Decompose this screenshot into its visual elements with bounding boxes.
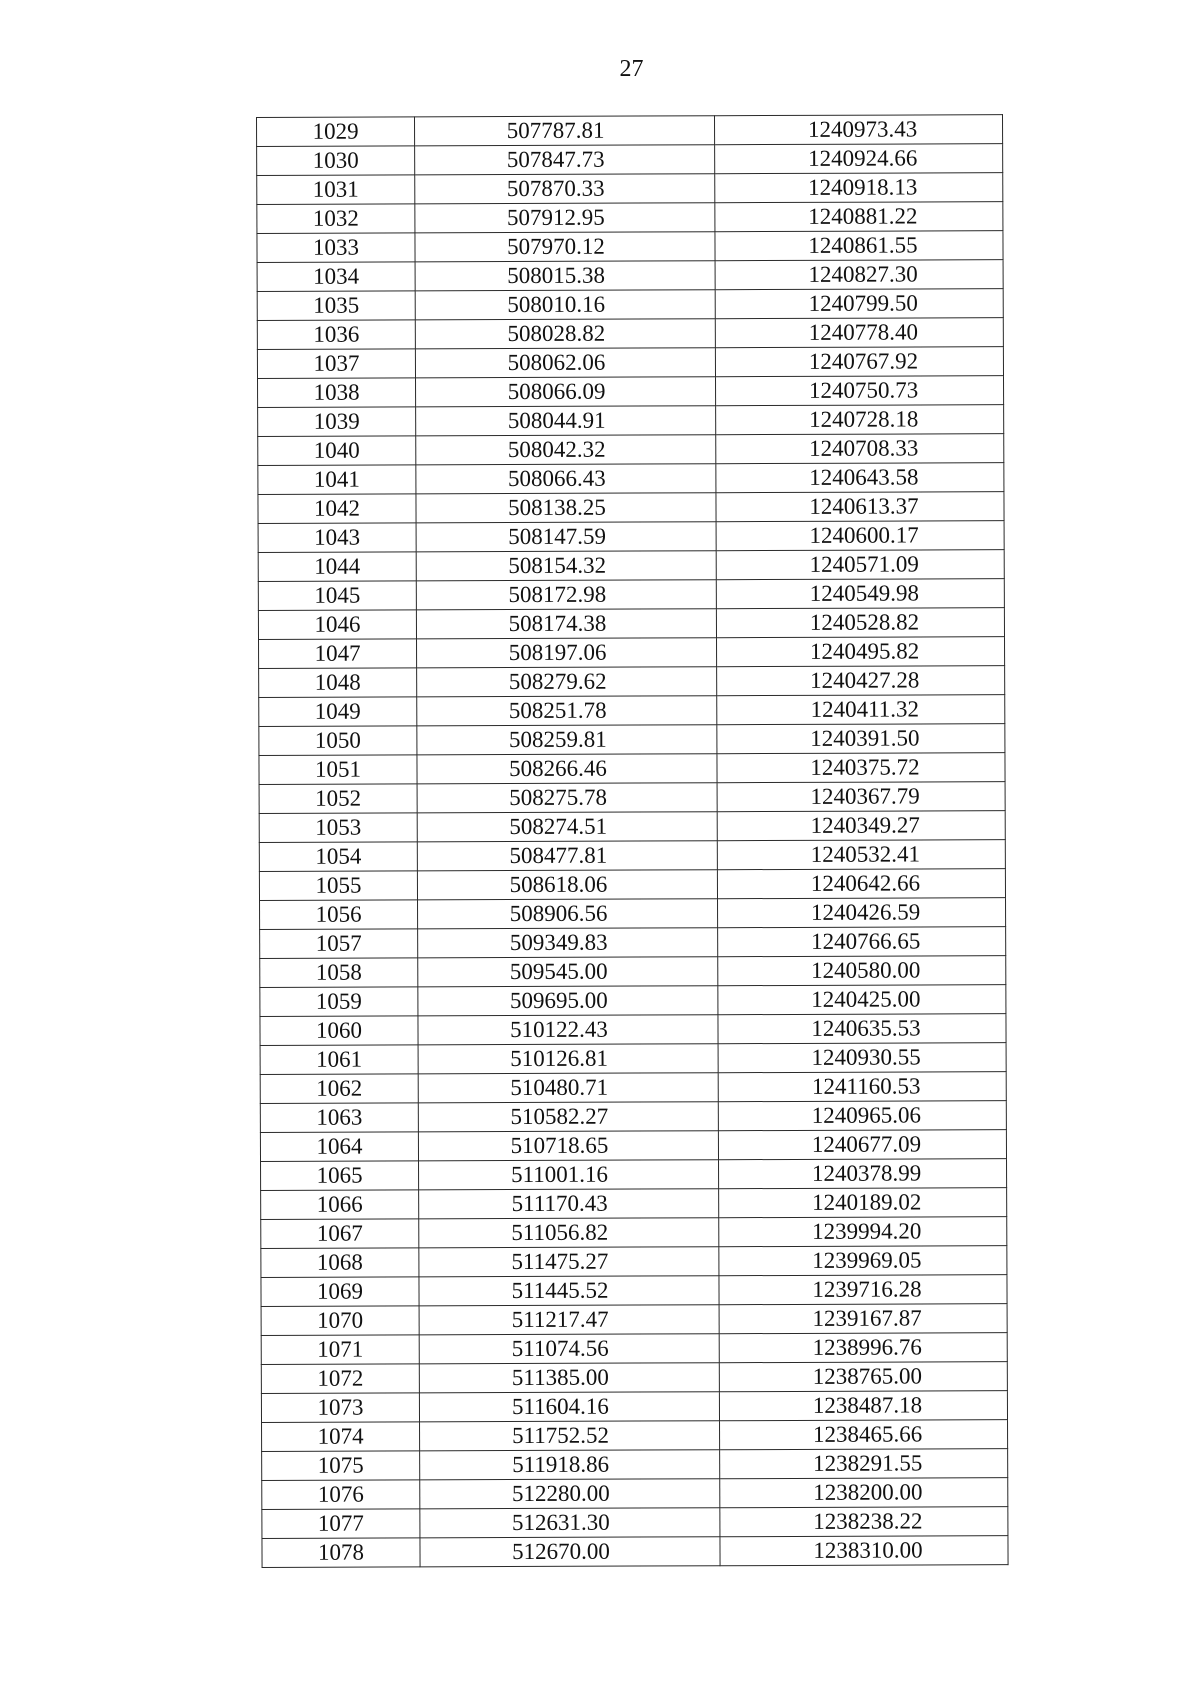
table-row <box>257 260 1003 292</box>
table-row <box>262 1449 1008 1481</box>
y-coordinate-cell: 1240427.28 <box>717 666 1005 696</box>
x-coordinate-cell: 511385.00 <box>419 1363 719 1393</box>
y-coordinate-cell: 1238765.00 <box>719 1362 1007 1392</box>
y-coordinate-cell: 1240375.72 <box>717 753 1005 783</box>
y-coordinate-cell: 1240426.59 <box>718 898 1006 928</box>
x-coordinate-cell: 508266.46 <box>417 754 717 784</box>
table-row <box>257 144 1003 176</box>
page-number: 27 <box>619 56 644 82</box>
x-coordinate-cell: 507870.33 <box>415 174 715 204</box>
x-coordinate-cell: 511170.43 <box>419 1189 719 1219</box>
table-row <box>258 405 1004 437</box>
point-number-cell: 1060 <box>260 1016 418 1046</box>
y-coordinate-cell: 1238291.55 <box>720 1449 1008 1479</box>
point-number-cell: 1073 <box>261 1393 419 1423</box>
y-coordinate-cell: 1241160.53 <box>718 1072 1006 1102</box>
point-number-cell: 1077 <box>262 1509 420 1539</box>
x-coordinate-cell: 508044.91 <box>416 406 716 436</box>
point-number-cell: 1038 <box>258 378 416 408</box>
y-coordinate-cell: 1240728.18 <box>716 405 1004 435</box>
y-coordinate-cell: 1240349.27 <box>717 811 1005 841</box>
x-coordinate-cell: 508259.81 <box>417 725 717 755</box>
x-coordinate-cell: 510480.71 <box>418 1073 718 1103</box>
point-number-cell: 1034 <box>257 262 415 292</box>
y-coordinate-cell: 1240189.02 <box>719 1188 1007 1218</box>
x-coordinate-cell: 508066.43 <box>416 464 716 494</box>
x-coordinate-cell: 508138.25 <box>416 493 716 523</box>
x-coordinate-cell: 511056.82 <box>419 1218 719 1248</box>
y-coordinate-cell: 1240965.06 <box>718 1101 1006 1131</box>
point-number-cell: 1051 <box>259 755 417 785</box>
point-number-cell: 1032 <box>257 204 415 234</box>
point-number-cell: 1050 <box>259 726 417 756</box>
point-number-cell: 1066 <box>261 1190 419 1220</box>
y-coordinate-cell: 1238238.22 <box>720 1507 1008 1537</box>
point-number-cell: 1065 <box>261 1161 419 1191</box>
x-coordinate-cell: 511445.52 <box>419 1276 719 1306</box>
x-coordinate-cell: 511752.52 <box>420 1421 720 1451</box>
y-coordinate-cell: 1240600.17 <box>716 521 1004 551</box>
point-number-cell: 1031 <box>257 175 415 205</box>
x-coordinate-cell: 511475.27 <box>419 1247 719 1277</box>
y-coordinate-cell: 1239994.20 <box>719 1217 1007 1247</box>
x-coordinate-cell: 508172.98 <box>416 580 716 610</box>
table-row <box>259 695 1005 727</box>
table-row <box>260 1101 1006 1133</box>
x-coordinate-cell: 508042.32 <box>416 435 716 465</box>
point-number-cell: 1063 <box>260 1103 418 1133</box>
table-row <box>261 1188 1007 1220</box>
table-row <box>261 1362 1007 1394</box>
point-number-cell: 1048 <box>259 668 417 698</box>
point-number-cell: 1037 <box>257 349 415 379</box>
table-row <box>258 521 1004 553</box>
x-coordinate-cell: 508154.32 <box>416 551 716 581</box>
x-coordinate-cell: 509695.00 <box>418 986 718 1016</box>
x-coordinate-cell: 508906.56 <box>418 899 718 929</box>
table-row <box>261 1246 1007 1278</box>
y-coordinate-cell: 1240532.41 <box>717 840 1005 870</box>
y-coordinate-cell: 1240766.65 <box>718 927 1006 957</box>
coordinates-table-body <box>257 115 1009 1568</box>
y-coordinate-cell: 1240642.66 <box>717 869 1005 899</box>
x-coordinate-cell: 508010.16 <box>415 290 715 320</box>
point-number-cell: 1072 <box>261 1364 419 1394</box>
y-coordinate-cell: 1240799.50 <box>715 289 1003 319</box>
point-number-cell: 1035 <box>257 291 415 321</box>
y-coordinate-cell: 1240635.53 <box>718 1014 1006 1044</box>
point-number-cell: 1069 <box>261 1277 419 1307</box>
table-row <box>259 811 1005 843</box>
x-coordinate-cell: 507847.73 <box>415 145 715 175</box>
x-coordinate-cell: 512280.00 <box>420 1479 720 1509</box>
point-number-cell: 1054 <box>259 842 417 872</box>
table-row <box>262 1478 1008 1510</box>
point-number-cell: 1043 <box>258 523 416 553</box>
table-row <box>257 289 1003 321</box>
x-coordinate-cell: 511217.47 <box>419 1305 719 1335</box>
table-row <box>258 579 1004 611</box>
point-number-cell: 1047 <box>259 639 417 669</box>
x-coordinate-cell: 511001.16 <box>419 1160 719 1190</box>
point-number-cell: 1029 <box>257 117 415 147</box>
point-number-cell: 1074 <box>262 1422 420 1452</box>
y-coordinate-cell: 1240881.22 <box>715 202 1003 232</box>
point-number-cell: 1067 <box>261 1219 419 1249</box>
table-row <box>258 492 1004 524</box>
y-coordinate-cell: 1240425.00 <box>718 985 1006 1015</box>
y-coordinate-cell: 1238465.66 <box>720 1420 1008 1450</box>
y-coordinate-cell: 1240495.82 <box>717 637 1005 667</box>
table-row <box>260 956 1006 988</box>
y-coordinate-cell: 1240708.33 <box>716 434 1004 464</box>
point-number-cell: 1046 <box>258 610 416 640</box>
table-row <box>260 898 1006 930</box>
table-row <box>261 1333 1007 1365</box>
y-coordinate-cell: 1239969.05 <box>719 1246 1007 1276</box>
y-coordinate-cell: 1240528.82 <box>716 608 1004 638</box>
x-coordinate-cell: 508618.06 <box>417 870 717 900</box>
x-coordinate-cell: 511604.16 <box>419 1392 719 1422</box>
point-number-cell: 1040 <box>258 436 416 466</box>
y-coordinate-cell: 1240367.79 <box>717 782 1005 812</box>
table-row <box>262 1507 1008 1539</box>
y-coordinate-cell: 1239716.28 <box>719 1275 1007 1305</box>
y-coordinate-cell: 1240378.99 <box>719 1159 1007 1189</box>
table-row <box>259 782 1005 814</box>
x-coordinate-cell: 508477.81 <box>417 841 717 871</box>
y-coordinate-cell: 1238996.76 <box>719 1333 1007 1363</box>
table-row <box>261 1159 1007 1191</box>
point-number-cell: 1062 <box>260 1074 418 1104</box>
point-number-cell: 1059 <box>260 987 418 1017</box>
table-row <box>259 840 1005 872</box>
table-row <box>261 1217 1007 1249</box>
x-coordinate-cell: 508197.06 <box>417 638 717 668</box>
point-number-cell: 1061 <box>260 1045 418 1075</box>
x-coordinate-cell: 508147.59 <box>416 522 716 552</box>
table-row <box>257 115 1003 147</box>
table-row <box>257 202 1003 234</box>
table-row <box>260 1014 1006 1046</box>
x-coordinate-cell: 508251.78 <box>417 696 717 726</box>
table-row <box>258 434 1004 466</box>
point-number-cell: 1071 <box>261 1335 419 1365</box>
x-coordinate-cell: 508028.82 <box>415 319 715 349</box>
x-coordinate-cell: 511918.86 <box>420 1450 720 1480</box>
table-row <box>261 1275 1007 1307</box>
y-coordinate-cell: 1240571.09 <box>716 550 1004 580</box>
table-row <box>259 753 1005 785</box>
x-coordinate-cell: 507912.95 <box>415 203 715 233</box>
table-row <box>258 550 1004 582</box>
x-coordinate-cell: 508279.62 <box>417 667 717 697</box>
y-coordinate-cell: 1240677.09 <box>718 1130 1006 1160</box>
x-coordinate-cell: 510122.43 <box>418 1015 718 1045</box>
x-coordinate-cell: 508174.38 <box>416 609 716 639</box>
x-coordinate-cell: 508275.78 <box>417 783 717 813</box>
y-coordinate-cell: 1240391.50 <box>717 724 1005 754</box>
coordinates-table <box>256 114 1009 1568</box>
y-coordinate-cell: 1240411.32 <box>717 695 1005 725</box>
x-coordinate-cell: 508274.51 <box>417 812 717 842</box>
point-number-cell: 1055 <box>259 871 417 901</box>
y-coordinate-cell: 1240767.92 <box>715 347 1003 377</box>
table-row <box>258 376 1004 408</box>
x-coordinate-cell: 508015.38 <box>415 261 715 291</box>
table-row <box>261 1304 1007 1336</box>
point-number-cell: 1049 <box>259 697 417 727</box>
y-coordinate-cell: 1240778.40 <box>715 318 1003 348</box>
y-coordinate-cell: 1239167.87 <box>719 1304 1007 1334</box>
y-coordinate-cell: 1240827.30 <box>715 260 1003 290</box>
table-row <box>259 666 1005 698</box>
table-row <box>260 985 1006 1017</box>
table-row <box>260 1043 1006 1075</box>
y-coordinate-cell: 1240549.98 <box>716 579 1004 609</box>
x-coordinate-cell: 507970.12 <box>415 232 715 262</box>
point-number-cell: 1056 <box>260 900 418 930</box>
y-coordinate-cell: 1240973.43 <box>714 115 1002 145</box>
x-coordinate-cell: 507787.81 <box>415 116 715 146</box>
point-number-cell: 1044 <box>258 552 416 582</box>
table-row <box>258 463 1004 495</box>
table-row <box>259 637 1005 669</box>
table-row <box>260 927 1006 959</box>
point-number-cell: 1064 <box>260 1132 418 1162</box>
y-coordinate-cell: 1240930.55 <box>718 1043 1006 1073</box>
y-coordinate-cell: 1238200.00 <box>720 1478 1008 1508</box>
x-coordinate-cell: 510582.27 <box>418 1102 718 1132</box>
y-coordinate-cell: 1240918.13 <box>715 173 1003 203</box>
y-coordinate-cell: 1240580.00 <box>718 956 1006 986</box>
point-number-cell: 1057 <box>260 929 418 959</box>
point-number-cell: 1076 <box>262 1480 420 1510</box>
point-number-cell: 1039 <box>258 407 416 437</box>
point-number-cell: 1033 <box>257 233 415 263</box>
x-coordinate-cell: 508062.06 <box>415 348 715 378</box>
table-row <box>262 1536 1008 1568</box>
point-number-cell: 1053 <box>259 813 417 843</box>
table-row <box>257 173 1003 205</box>
y-coordinate-cell: 1240861.55 <box>715 231 1003 261</box>
point-number-cell: 1030 <box>257 146 415 176</box>
x-coordinate-cell: 510718.65 <box>418 1131 718 1161</box>
y-coordinate-cell: 1238487.18 <box>719 1391 1007 1421</box>
table-row <box>260 1130 1006 1162</box>
point-number-cell: 1058 <box>260 958 418 988</box>
table-row <box>259 724 1005 756</box>
x-coordinate-cell: 508066.09 <box>416 377 716 407</box>
point-number-cell: 1041 <box>258 465 416 495</box>
point-number-cell: 1075 <box>262 1451 420 1481</box>
point-number-cell: 1042 <box>258 494 416 524</box>
y-coordinate-cell: 1240924.66 <box>715 144 1003 174</box>
point-number-cell: 1052 <box>259 784 417 814</box>
point-number-cell: 1078 <box>262 1538 420 1568</box>
table-row <box>262 1420 1008 1452</box>
point-number-cell: 1070 <box>261 1306 419 1336</box>
x-coordinate-cell: 512631.30 <box>420 1508 720 1538</box>
y-coordinate-cell: 1240643.58 <box>716 463 1004 493</box>
x-coordinate-cell: 511074.56 <box>419 1334 719 1364</box>
y-coordinate-cell: 1240613.37 <box>716 492 1004 522</box>
table-row <box>257 347 1003 379</box>
table-row <box>259 869 1005 901</box>
table-row <box>257 318 1003 350</box>
table-row <box>260 1072 1006 1104</box>
y-coordinate-cell: 1238310.00 <box>720 1536 1008 1566</box>
table-row <box>257 231 1003 263</box>
point-number-cell: 1045 <box>258 581 416 611</box>
x-coordinate-cell: 509349.83 <box>418 928 718 958</box>
table-row <box>261 1391 1007 1423</box>
x-coordinate-cell: 509545.00 <box>418 957 718 987</box>
x-coordinate-cell: 512670.00 <box>420 1537 720 1567</box>
table-row <box>258 608 1004 640</box>
point-number-cell: 1068 <box>261 1248 419 1278</box>
y-coordinate-cell: 1240750.73 <box>716 376 1004 406</box>
point-number-cell: 1036 <box>257 320 415 350</box>
x-coordinate-cell: 510126.81 <box>418 1044 718 1074</box>
